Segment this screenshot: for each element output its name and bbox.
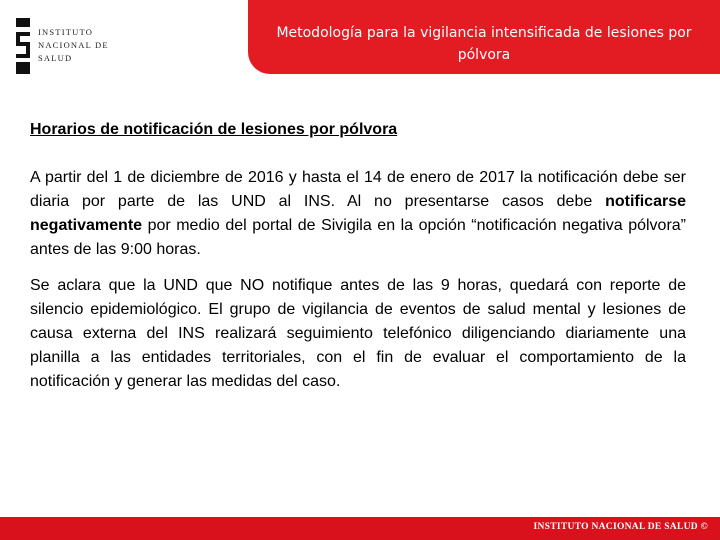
banner-title: Metodología para la vigilancia intensificada de lesiones por pólvora: [276, 25, 692, 63]
paragraph-1: [30, 166, 686, 262]
ins-logo-icon: [14, 18, 32, 74]
logo-text: [38, 26, 109, 65]
ins-logo: [14, 18, 109, 76]
section-title: Horarios de notificación de lesiones por pólvora: [30, 121, 398, 138]
header-banner: [248, 0, 720, 74]
logo-line-3: SALUD: [38, 53, 73, 63]
paragraph-1-part-a: A partir del 1 de diciembre de 2016 y hasta el 14 de enero de 2017 la notificación debe ser diaria por parte de las UND al INS. Al no presentarse casos debe: [30, 169, 686, 210]
logo-line-2: NACIONAL DE: [38, 40, 109, 50]
main-content: [30, 118, 686, 406]
footer-text: INSTITUTO NACIONAL DE SALUD ©: [533, 522, 708, 532]
paragraph-2: Se aclara que la UND que NO notifique antes de las 9 horas, quedará con reporte de silencio epidemiológico. El grupo de vigilancia de eventos de salud mental y lesiones de causa externa del INS realizará seguimiento telefónico diligenciando diariamente una planilla a las entidades territoriales, con el fin de evaluar el comportamiento de la notificación y generar las medidas del caso.: [30, 277, 686, 390]
footer-bar: [0, 517, 720, 540]
paragraph-1-part-b: por medio del portal de Sivigila en la opción “notificación negativa pólvora” antes de las 9:00 horas.: [30, 217, 686, 258]
logo-line-1: INSTITUTO: [38, 27, 94, 37]
paragraph-1-bold: notificarse negativamente: [30, 193, 686, 234]
